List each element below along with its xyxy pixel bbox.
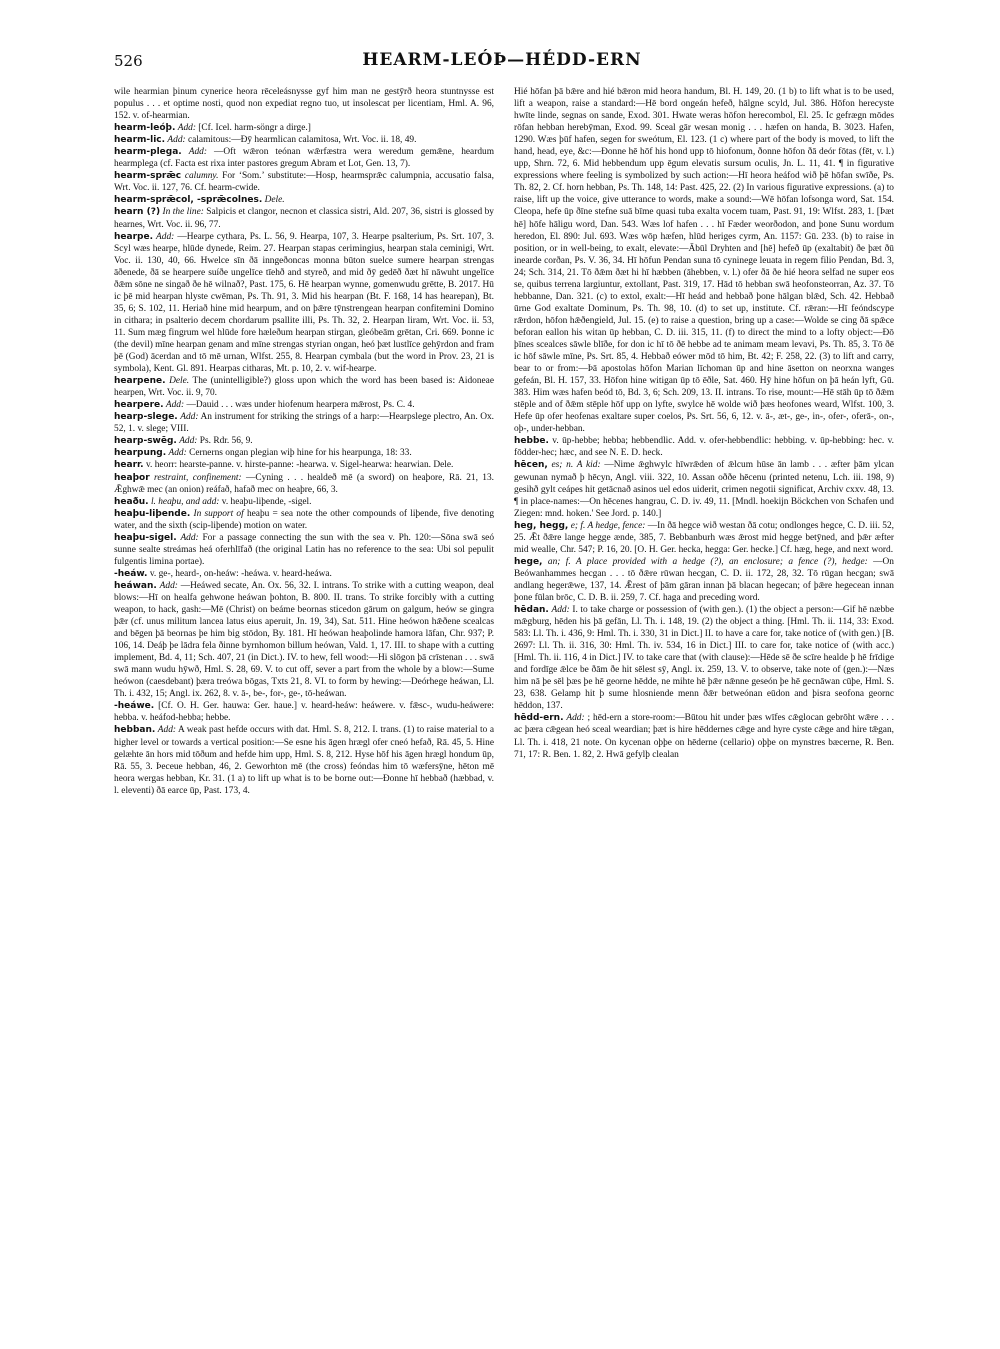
running-title: HEARM-LEÓÞ—HÉDD-ERN: [362, 50, 642, 70]
entry-label: Add:: [179, 436, 198, 447]
headword: hearp-slege.: [114, 412, 178, 423]
headword: hearm-sprǣcol, -sprǣcolnes.: [114, 195, 263, 206]
entry-text: A weak past hefde occurs with dat. Hml. S. 8, 212. I. trans. (1) to raise material to a higher level or towards a vertical position:—Se esne his āgen hrægl ofer cneó hefað, Rā. 45, 5. Hine gelæhte ān hors mid tōðum and hefde him upp, Hml. S. 8, 212. Hyse hōf his āgen hrægl hondum ūp, Rā. 55, 3. Þeceue hebban, 46, 2. Geworhton mē (the cross) feóndas him tō wæfersȳne, hēton mē heora wergas hebban, Kr. 31. (1 a) to lift up what is to be borne out:—Ðonne hī hebbað (hæbbad, v. l. eleventi) ðā earce ūp, Past. 173, 4.: [114, 725, 494, 796]
dictionary-entry: [114, 700, 494, 724]
entry-label: es; n. A kid:: [551, 460, 601, 471]
entry-text: v. heorr: hearste-panne. v. hirste-panne: -hearwa. v. Sigel-hearwa: hearwian. Dele.: [145, 460, 454, 471]
dictionary-entry: [114, 435, 494, 447]
headword: hearp-swēg.: [114, 436, 177, 447]
entry-label: Add:: [157, 725, 177, 736]
entry-text: Salpicis et clangor, necnon et classica sistri, Ald. 207, 36, sistri is glossed by hearnes, Wrt. Voc. ii. 96, 77.: [114, 207, 494, 230]
dictionary-entry: [114, 170, 494, 194]
headword: hege,: [514, 556, 543, 567]
running-header: [114, 50, 890, 76]
entry-label: Add:: [167, 135, 186, 146]
headword: hearpene.: [114, 376, 166, 387]
dictionary-entry: [114, 459, 494, 471]
headword: hearpung.: [114, 448, 167, 459]
dictionary-entry: [114, 134, 494, 146]
dictionary-entry: [114, 194, 494, 206]
entry-text: —Oft wǣron teónan wǣrfæstra wera weredum gemǣne, heardum hearmplega (cf. Facta est rixa inter pastores gregum Abram et Lot, Gen. 13, 7).: [114, 147, 494, 170]
entry-text: Cernerns ongan plegian wiþ hine for his hearpunga, 18: 33.: [189, 448, 412, 459]
entry-label: restraint, confinement:: [154, 472, 242, 483]
entry-text: —Heáwed secate, An. Ox. 56, 32. I. intrans. To strike with a cutting weapon, deal blows:—Hī on healfa gehwone heáwan þohton, B. 800. II. trans. To strike forcibly with a cutting weapon, to hack, gash:—Mē (Christ) on beáme beornas sticedon gārum on galgum, heów se gingra þǣr (cf. unus militum lancea latus eius aperuit, Jn. 19, 34), Sat. 511. Hine heówon hǣðene scealcas and bēgen þā beornas þe him big stōdon, By. 181. Hī heówan heaþolinde hamora lāfan, Chr. 937; P. 106, 14. Deáþ þe lādra fela ðinne byrnhomon billum heówan, Vald. 1, 17. III. to shape with a cutting implement, Bd. 4, 11; Sch. 407, 21 (in Dict.). IV. to hew, fell wood:—Hi slōgon þā crīstenan . . . swā swā mann wudu hȳwð, Hml. S. 28, 69. V. to cut off, sever a part from the whole by a blow:—Sume heówon (caesdebant) þæra treówa bōgas, Txts 21, 8. VI. to form by hewing:—Deórhege heáwan, Ll. Th. i. 432, 15; Angl. ix. 262, 8. v. ā-, be-, for-, ge-, tō-heáwan.: [114, 580, 494, 700]
headword: hearr.: [114, 460, 144, 471]
entry-label: l. heaþu, and add:: [150, 496, 220, 507]
dictionary-entry: [114, 447, 494, 459]
dictionary-entry: [514, 556, 894, 604]
entry-label: Add:: [180, 412, 199, 423]
entry-label: In support of: [193, 508, 244, 519]
headword: heaþu-liþende.: [114, 508, 191, 519]
entry-label: Add:: [156, 231, 175, 242]
headword: hearpe.: [114, 231, 153, 242]
headword: heaþu-sigel.: [114, 532, 177, 543]
dictionary-entry: [514, 712, 894, 760]
dictionary-entry: [514, 604, 894, 712]
headword: hebbe.: [514, 436, 549, 447]
headword: hearm-sprǣc: [114, 171, 182, 182]
entry-text: —Hearpe cythara, Ps. L. 56, 9. Hearpa, 107, 3. Hearpe psalterium, Ps. Srt. 107, 3. Scyl wæs hearpe, hlūde dynede, Reim. 27. Hearpan stapas cerimingius, hearpan stala ceminigi, Wrt. Voc. ii. 130, 40, 66. Hwelce sīn ðā inngeðoncas monna būton suelce sumere hearpan strengas āðenede, ðā se hearpere suíðe ungelīce tīehð and styreð, and mid ðȳ gedēð ðæt hī nāwuht ungelīce ðǣm sōne ne singað ðe hē wilnað?, Past. 175, 6. Hē hearpan wynne, gomenwudu grētte, B. 2017. Hū ic þē mid hearpan hlyste cwēman, Ps. Th. 91, 3. Mid his hearpan (Bt. F. 168, 14 has hearepan), Bt. 35, 6; S. 102, 11. Heriað hine mid hearpum, and on þǣre tȳnstrengean hearpan confitemini Domino in cithara; in psalterio decem chordarum psallite illi, Ps. Th. 32, 2. Hearpan liram, Wrt. Voc. ii. 53, 11. Sum mæg fingrum wel hlūde fore hæleðum hearpan stirgan, gleóbeām grētan, Cri. 669. Þonne ic (the devil) mīne hearpan genam and mīne strengas styrian ongan, heó þæt lustlīce gehȳrdon and fram þē (God) ācerdan and tō mē urnan, Wlfst. 255, 8. Hearpan cymbala (but the word in Prov. 23, 21 is symbola), Kent. Gl. 891. Hearpas citharas, Mt. p. 10, 2. v. wif-hearpe.: [114, 231, 494, 375]
entry-text: v. heaþu-liþende, -sigel.: [221, 496, 312, 507]
entry-text: An instrument for striking the strings of a harp:—Hearpslege plectro, An. Ox. 52, 1. v. slege; VIII.: [114, 412, 494, 435]
entry-text: heaþu = sea note the other compounds of liþende, five denoting water, and the sixth (scip-liþende) motion on water.: [114, 508, 494, 531]
headword: -heáwe.: [114, 701, 155, 712]
entry-text: —Nime ǣghwylc hīwrǣden of ǣlcum hūse ān lamb . . . æfter þām ylcan gewunan nymað þ hēcyn, Angl. viii. 322, 10. Assan oððe hēcenu (printed netenu, Lch. iii. 198, 9) gesihð gylt ceápes hit getācnað asinos uel edos uiderit, crimen negotii significat, Archiv cxxv. 48, 13. ¶ in place-names:—On hēcenes hangrau, C. D. iv. 49, 11. [Mndl. hoekijn Böckchen von Schafen und Ziegen: mnd. hoken.' See Jord. p. 140.]: [514, 460, 894, 519]
dictionary-entry: [114, 86, 494, 122]
right-column: [514, 86, 894, 1341]
entry-label: Add:: [551, 605, 570, 616]
dictionary-entry: [514, 435, 894, 459]
dictionary-entry: [514, 520, 894, 556]
headword: heaþor: [114, 472, 150, 483]
dictionary-entry: [114, 206, 494, 230]
entry-label: Dele.: [169, 376, 190, 387]
entry-label: Add:: [188, 147, 207, 158]
entry-label: Add:: [165, 400, 185, 411]
entry-label: calumny.: [184, 171, 219, 182]
headword: hearn (?): [114, 207, 161, 218]
entry-label: Dele.: [264, 195, 285, 206]
entry-text: v. ge-, heard-, on-heáw: -heáwa. v. heard-heáwa.: [149, 568, 332, 579]
entry-label: In the line:: [162, 207, 204, 218]
dictionary-entry: [514, 86, 894, 435]
left-column: [114, 86, 494, 1341]
entry-label: Add:: [168, 448, 187, 459]
entry-label: an; f. A place provided with a hedge (?), an enclosure; a fence (?), hedge:: [547, 556, 868, 567]
headword: hearm-plega.: [114, 147, 182, 158]
dictionary-entry: [114, 496, 494, 508]
headword: hēdan.: [514, 605, 549, 616]
entry-text: I. to take charge or possession of (with gen.). (1) the object a person:—Gif hē næbbe mǣgburg, hēden his þā gefān, Ll. Th. i. 148, 19. (2) the object a thing. [Hml. Th. ii. 114, 33: Exod. 583: Ll. Th. i. 436, 9: Hml. Th. i. 330, 31 in Dict.] II. to have a care for, take notice of (with gen.) [B. 2697: Ll. Th. ii. 316, 30: Hml. Th. iv. 534, 16 in Dict.] III. to care for, take notice of (with acc.) [Hml. Th. ii. 116, 4 in Dict.] IV. to take care that (with clause):—Hēde sē ðe scīre healde þ hē frīdige and fordīge ǣlce be ðām ðe hit sēlest sȳ, Angl. ix. 259, 13. V. to observe, take note of (gen.):—Næs him nā þe sēl þæs þe hē georne hēdde, ne mihte hē þǣr nǣnne geseón þe hē gecnāwan cūþe, Hml. S. 23, 638. Gelamp hit þ sume hlosniende menn ðǣr betweónan eūdon and þisra seofona geornc hēddon, 137.: [514, 605, 894, 712]
dictionary-entry: [114, 580, 494, 700]
dictionary-entry: [114, 724, 494, 796]
headword: hearm-lic.: [114, 135, 166, 146]
dictionary-entry: [114, 532, 494, 568]
entry-text: Ps. Rdr. 56, 9.: [199, 436, 253, 447]
entry-text: —Cyning . . . healdeð mē (a sword) on heaþore, Rā. 21, 13. Ǣghwǣ mec (an onion) reáfað, hafað mec on heaþre, 66, 3.: [114, 472, 494, 495]
headword: hearm-leóþ.: [114, 123, 176, 134]
entry-text: wile hearmian þinum cynerice heora rēceleásnysse gyf him man ne gestȳrð heora stuntnysse est populus . . . et optime nosti, quod non expediat regno tuo, ut insolescat per licentiam, Hml. A. 96, 152. v. of-hearmian.: [114, 87, 494, 122]
dictionary-entry: [114, 411, 494, 435]
entry-text: For a passage connecting the sun with the sea v. Ph. 120:—Sōna swā seó sunne sealte streámas heá oferhlīfað (the original Latin has no reference to the sea: Ubi sol pepulit fulgentis limina portae).: [114, 532, 494, 567]
entry-text: v. ūp-hebbe; hebba; hebbendlic. Add. v. ofer-hebbendlic: hebbing. v. ūp-hebbing: hec. v. fōdder-hec; hæc, and see N. E. D. heck.: [514, 436, 894, 459]
headword: hēdd-ern.: [514, 713, 564, 724]
entry-label: Add:: [566, 713, 585, 724]
entry-text: Hié hōfan þā bǣre and hié bǣron mid heora handum, Bl. H. 149, 20. (1 b) to lift what is to be used, lift a weapon, raise a standard:—Hē bord ongeán hefeð, hālgne scyld, Jul. 386. Hōfon herecyste hwīte linde, segnas on sande, Exod. 301. Hwate weras hōfon herecombol, El. 25. Ic gefrægn mōdes rōfan hebban herebȳman, Exod. 99. Sceal gār wesan monig . . . hæfen on handa, B. 3023. Hafen, 1290. Wæs þūf hafen, segen for sweótum, El. 123. (1 c) where part of the body is moved, to lift the hand, head, eye, &c:—Ðonne hē hōf his hond upp tō hiofonum, ðonne hōfon ðā deór fōtas (fēt, v. l.) upp, Shrn. 72, 6. Mid hebbendum upp ēgum elevatis sursum oculis, Jn. L. 11, 41. ¶ in figurative expressions where feeling is symbolized by such action:—Hī heora heáfod wið þē hōfan swīðe, Ps. Th. 82, 2. Cf. horn hebban, Ps. Th. 148, 14: Past. 425, 22. (2) In various figurative expressions. (a) to raise, lift up the voice, give utterance to words, make a sound:—Wē hōfan lofsonga word, Sat. 154. Cleopa, hefe ūp ðīne stefne suā bīme quasi tuba exalta vocem tuam, Past. 91, 19: Wlfst. 283, 1. [Þæt hē] hōfe hāligu word, Dan. 543. Wæs lof hafen . . . hī Fæder weorðodon, and þone Sunu wordum heredon, El. 890: Jul. 693. Wæs wōp hæfen, hlūd heriges cyrm, An. 1157: Gū. 233. (b) to raise in position, or in well-being, to exalt, elevate:—Ābūl Dryhten and [hē] hefeð ūp (exaltabit) ðe þæt ðū inearde corðan, Ps. V. 36, 34. Hī hōfun Pendan suna tō cyninege leuata in regem filio Pendan, Bd. 3, 24; Sch. 314, 21. Tō ðǣm ðæt hi hī hæbben (āhebben, v. l.) ofer ðā ðe hié heora selfad ne super eos se, quibus terrena largiuntur, extollant, Past. 319, 17. Hād tō hebban swā heofonsteorran, Az. 37. Tō hebbanne, Dan. 321. (c) to extol, exalt:—Hī heád and hebbað þone hālgan blǣd, Sch. 42. Hebbað ūrne God exaltate Dominum, Ps. Th. 98, 10. (d) to set up, institute. Cf. rǣran:—Hī feóndscype rǣrdon, hōfon hǣðengield, Jul. 15. (e) to raise a question, bring up a case:—Wolde se cing ðā spǣce beforan eallon his witan ūp hebban, C. D. iii. 315, 11. (f) to direct the mind to a lofty object:—Ðō þīnes scealces sāwle blīðe, for don ic hī tō ðē hebbe ad te animam meam levavi, Ps. Th. 85, 3. Tō ðē ic hōf sāwle mīne, Ps. Srt. 85, 4. Hebbað eówer mōd tō him, Bt. 42; F. 258, 22. (3) to lift and carry, bear to or from:—Þā apostolas hōfon Marian līchoman ūp and hine āsetton on neorxna wanges gefeán, Bl. H. 157, 33. Hōfon hine witigan ūp tō ēðle, Sat. 460. Hȳ hine hōfun on þā heán lyft, Gū. 383. Him wæs hafen beód tō, Bd. 3, 6; Sch. 209, 13. II. intrans. To rise, mount:—Hē stāh ūp tō ðǣm stēple and of ðǣm stēple hōf upp on lyfte, swylce hē wolde wið þæs heofones weard, Wlfst. 100, 3. Hefe ūp ofer heofenas exaltare super coelos, Ps. Srt. 56, 6, 12. v. ā-, æt-, ge-, in-, ofer-, oferā-, on-, oþ-, under-hebban.: [514, 87, 894, 435]
entry-text: The (unintelligible?) gloss upon which the word has been based is: Aidoneae hearpen, Wrt. Voc. ii. 9, 70.: [114, 376, 494, 399]
entry-text: [Cf. Icel. harm-söngr a dirge.]: [198, 123, 311, 134]
dictionary-entry: [114, 122, 494, 134]
dictionary-entry: [114, 472, 494, 496]
headword: -heáw.: [114, 568, 148, 579]
headword: hebban.: [114, 725, 156, 736]
entry-text: [Cf. O. H. Ger. hauwa: Ger. haue.] v. heard-heáw: heáwere. v. fǣsc-, wudu-heáwere: hebba. v. heáfod-hebba; hebbe.: [114, 701, 494, 724]
dictionary-entry: [114, 568, 494, 580]
headword: heaðu.: [114, 496, 149, 507]
headword: heg, hegg,: [514, 520, 569, 531]
entry-text: For ‘Som.’ substitute:—Hosp, hearmsprǣc calumpnia, accusatio falsa, Wrt. Voc. ii. 127, 76. Cf. hearm-cwide.: [114, 171, 494, 194]
entry-text: —In ðā hegce wið westan ðā cotu; ondlonges hegce, C. D. iii. 52, 25. Ǣt ðǣre lange hegge ænde, 385, 7. Bebbanburh wæs ǣrost mid hegge betȳned, and þǣr æfter mid wealle, Chr. 547; P. 16, 20. [O. H. Ger. hecka, hegga: Ger. hecke.] Cf. hæg, hege, and next word.: [514, 520, 894, 555]
entry-label: Add:: [159, 580, 178, 591]
headword: heáwan.: [114, 580, 157, 591]
headword: hearpere.: [114, 400, 164, 411]
dictionary-entry: [114, 146, 494, 170]
dictionary-entry: [114, 375, 494, 399]
entry-label: e; f. A hedge, fence:: [570, 520, 646, 531]
page-number: 526: [114, 52, 143, 70]
entry-label: Add:: [180, 532, 199, 543]
entry-text: —Dauid . . . wæs under hiofenum hearpera mǣrost, Ps. C. 4.: [186, 400, 415, 411]
entry-text: calamitous:—Ðȳ hearmlican calamitosa, Wrt. Voc. ii. 18, 49.: [187, 135, 417, 146]
dictionary-entry: [114, 231, 494, 376]
entry-text: —On Beówanhammes hecgan . . . tō ðǣre rūwan hecgan, C. D. ii. 172, 28, 32. Tō rūgan hecgan; swā andlang hegerǣwe, 137, 14. Ǣrest of þām gāran innan þā blacan hegecan; of þǣre hegecean innan þone fūlan brōc, C. D. B. ii. 259, 7. Cf. haga and preceding word.: [514, 556, 894, 603]
dictionary-entry: [114, 399, 494, 411]
entry-text: ; hēd-ern a store-room:—Būtou hit under þæs wīfes cǣglocan gebrōht wǣre . . . ac þæra cǣgean heó sceal weardian; þæt is hire hēddernes cǣge and hyre cyste cǣge and hire tǣgan, Ll. Th. i. 418, 21 note. On kycenan oþþe on hēderne (cellario) oþþe on mynstres bæcerne, R. Ben. 71, 17: R. Ben. 1. 82, 2. Hwā gefylþ clealan: [514, 713, 894, 760]
headword: hēcen,: [514, 460, 548, 471]
dictionary-entry: [114, 508, 494, 532]
dictionary-entry: [514, 459, 894, 519]
entry-label: Add:: [177, 123, 196, 134]
